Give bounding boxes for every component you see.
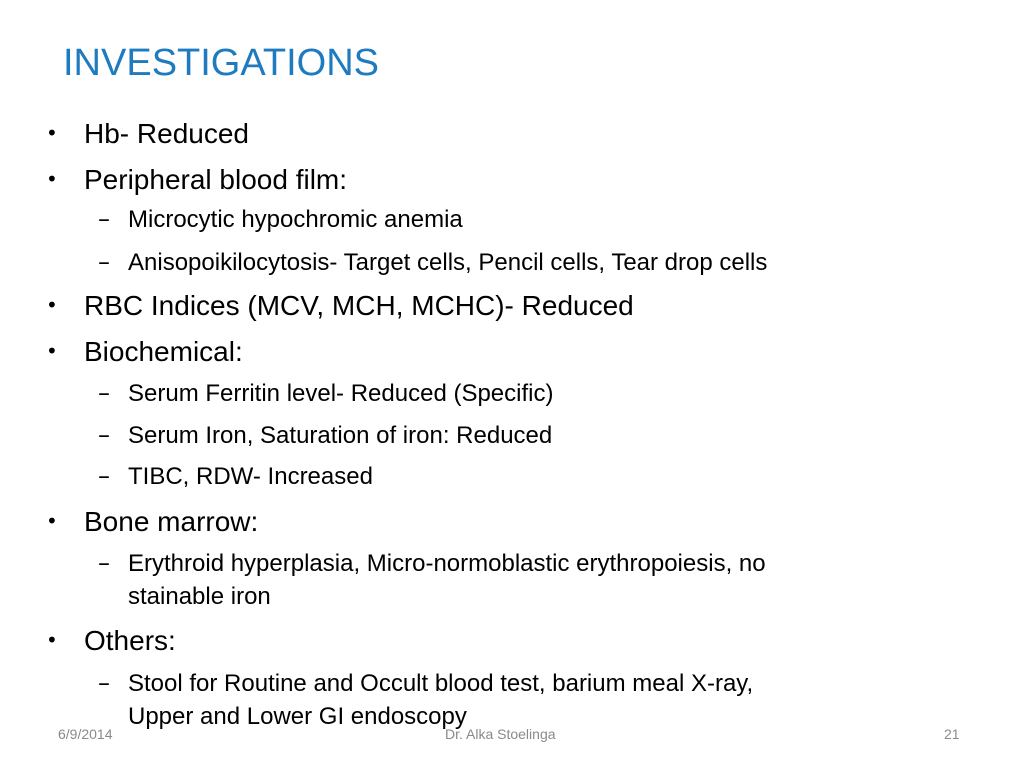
sub-bullet-continuation: stainable iron [128, 583, 271, 610]
sub-bullet-item: Serum Ferritin level- Reduced (Specific) [128, 380, 554, 407]
sub-bullet-continuation: Upper and Lower GI endoscopy [128, 703, 467, 730]
bullet-dash-icon: – [98, 462, 110, 490]
bullet-dash-icon: – [98, 549, 110, 577]
sub-bullet-item: Erythroid hyperplasia, Micro-normoblastic erythropoiesis, no [128, 550, 766, 577]
footer-author: Dr. Alka Stoelinga [445, 726, 556, 742]
footer-date: 6/9/2014 [58, 726, 113, 742]
bullet-item: Biochemical: [84, 336, 243, 367]
sub-bullet-item: TIBC, RDW- Increased [128, 463, 373, 490]
bullet-item: Bone marrow: [84, 506, 259, 537]
bullet-dash-icon: – [98, 379, 110, 407]
slide-title: INVESTIGATIONS [63, 42, 380, 84]
bullet-dot-icon: • [46, 339, 58, 363]
bullet-dot-icon: • [46, 121, 58, 145]
bullet-dot-icon: • [46, 293, 58, 317]
sub-bullet-item: Anisopoikilocytosis- Target cells, Pencil cells, Tear drop cells [128, 249, 768, 276]
bullet-dash-icon: – [98, 248, 110, 276]
bullet-item: Others: [84, 625, 176, 656]
sub-bullet-item: Microcytic hypochromic anemia [128, 206, 463, 233]
bullet-dash-icon: – [98, 205, 110, 233]
sub-bullet-item: Stool for Routine and Occult blood test, barium meal X-ray, [128, 670, 754, 697]
bullet-dot-icon: • [46, 167, 58, 191]
bullet-dash-icon: – [98, 421, 110, 449]
bullet-dot-icon: • [46, 628, 58, 652]
bullet-item: RBC Indices (MCV, MCH, MCHC)- Reduced [84, 290, 634, 321]
footer-page-number: 21 [944, 726, 960, 742]
bullet-item: Peripheral blood film: [84, 164, 348, 195]
bullet-item: Hb- Reduced [84, 118, 249, 149]
sub-bullet-item: Serum Iron, Saturation of iron: Reduced [128, 422, 553, 449]
bullet-dot-icon: • [46, 509, 58, 533]
bullet-dash-icon: – [98, 669, 110, 697]
